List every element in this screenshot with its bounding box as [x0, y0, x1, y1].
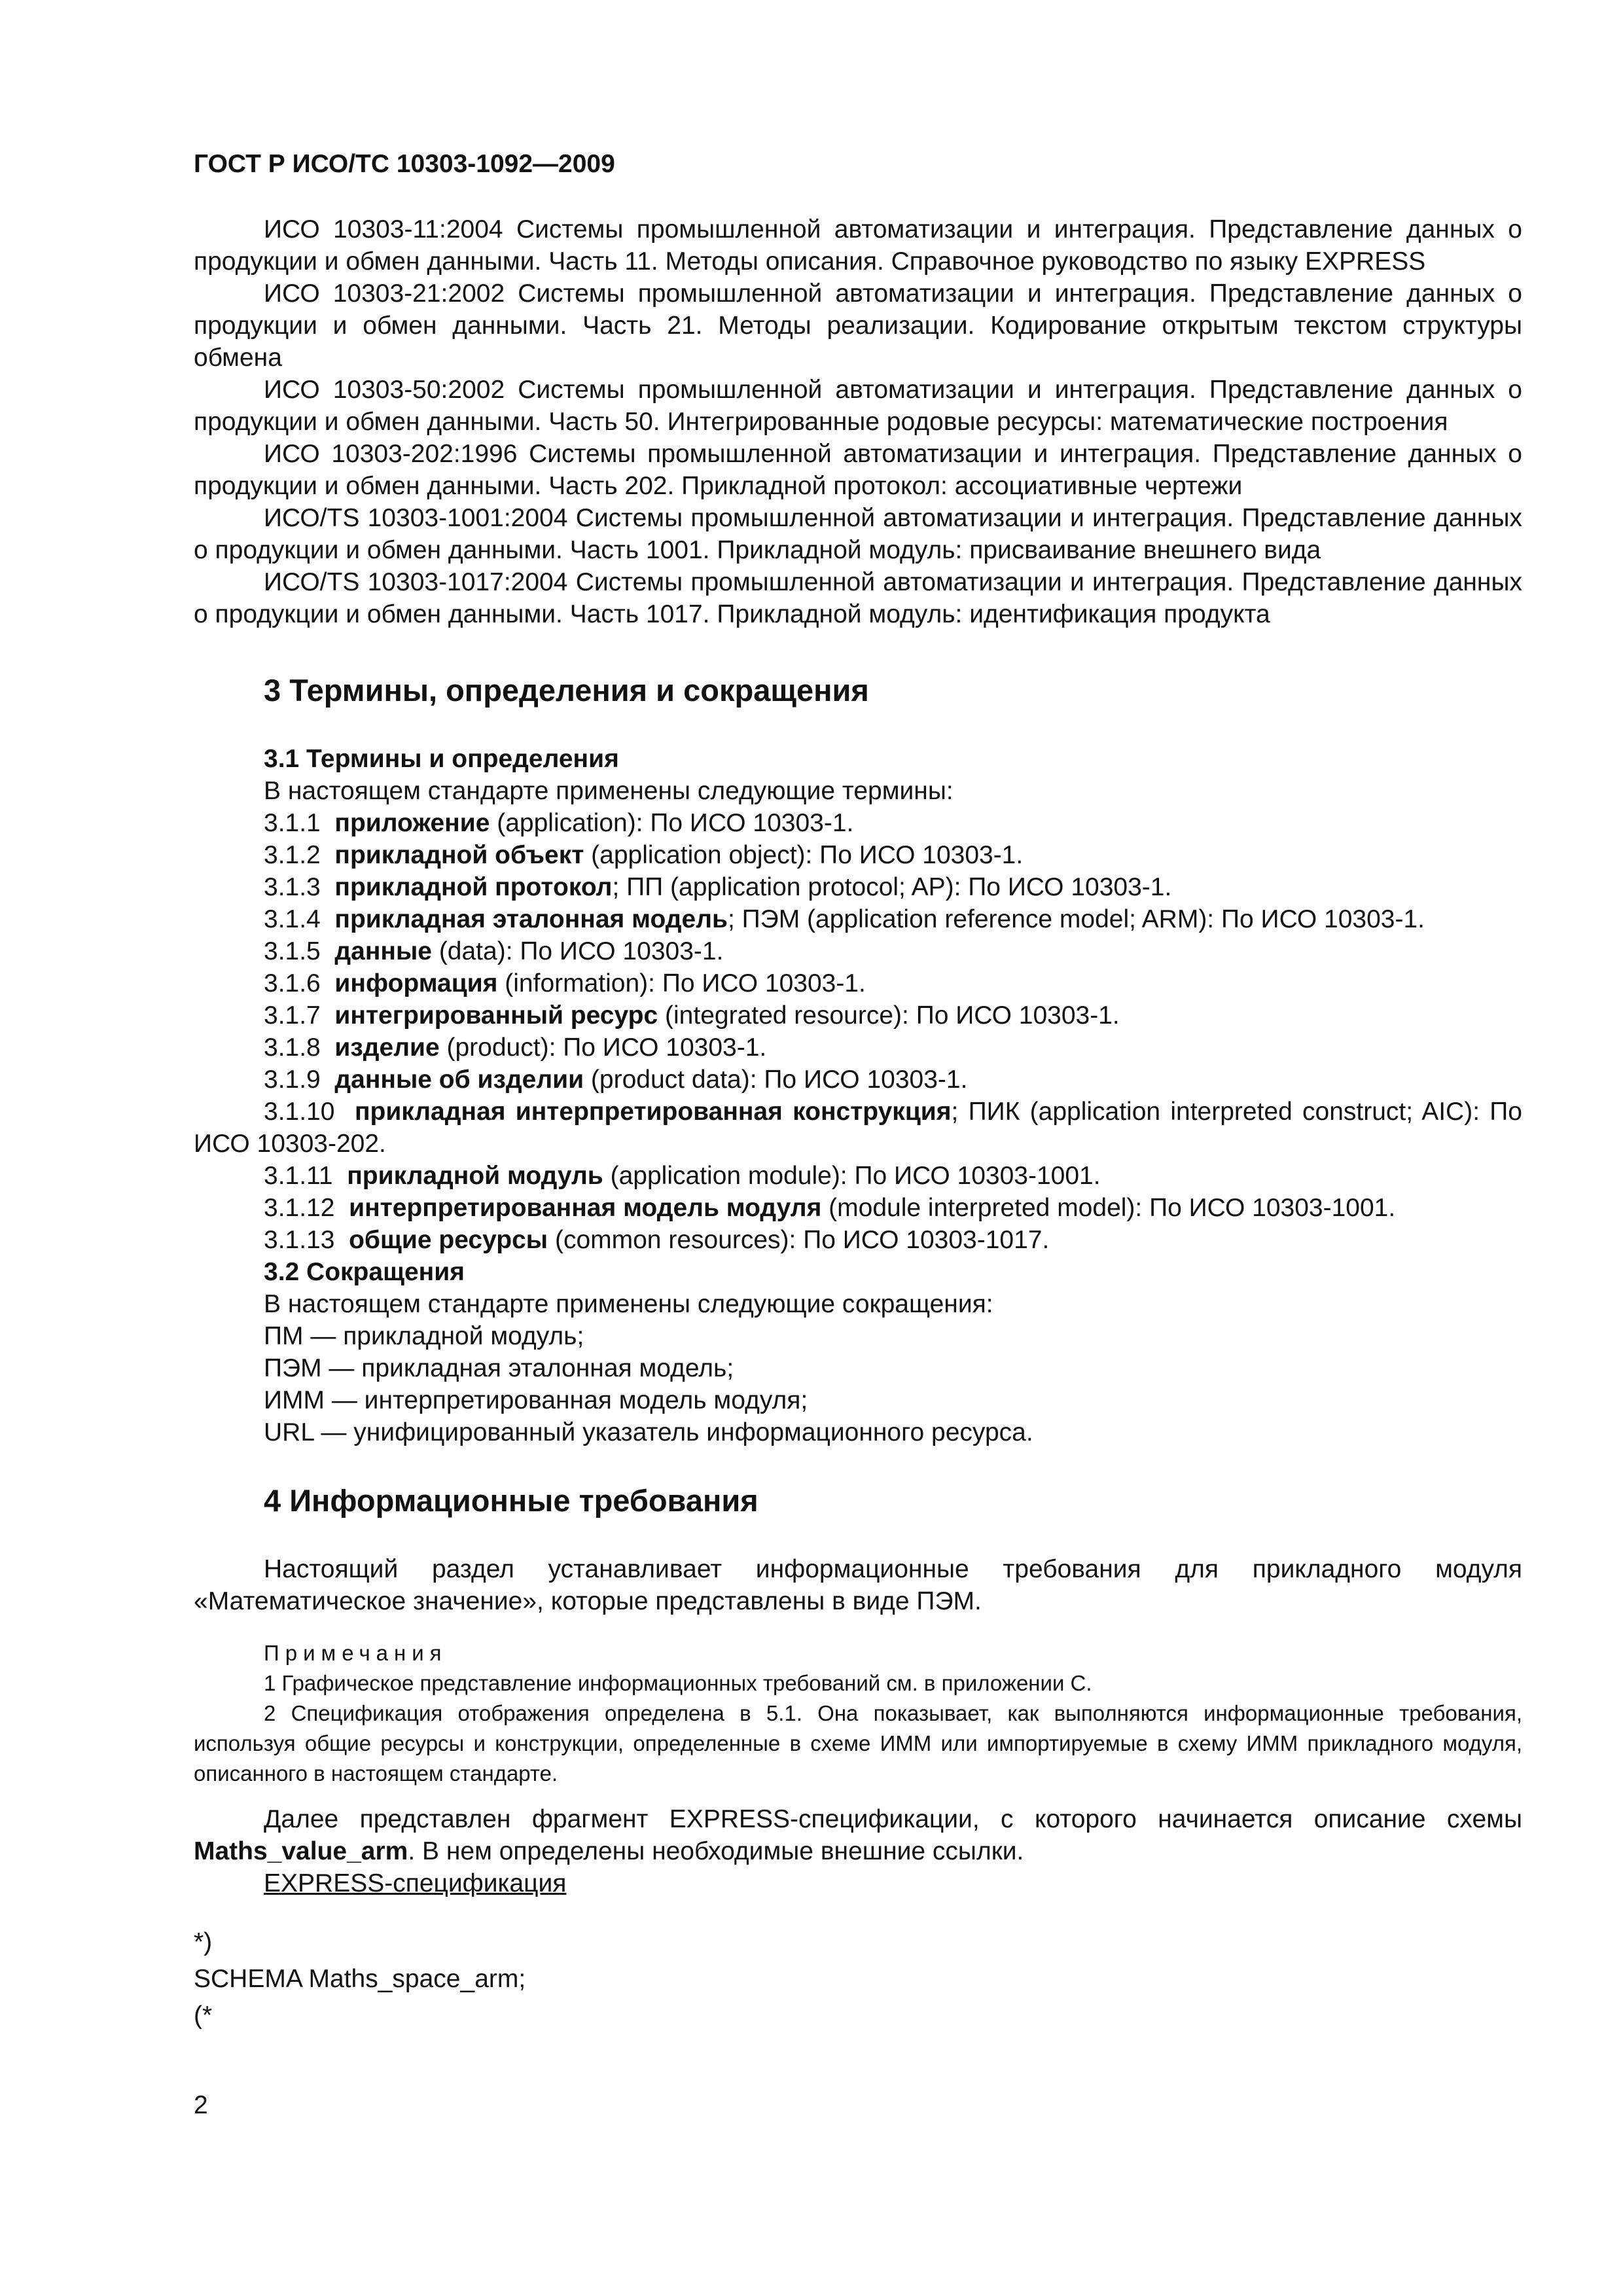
note-item: 2 Спецификация отображения определена в 5.1. Она показывает, как выполняются информационные требования, используя общие ресурсы и конструкции, определенные в схеме ИММ или импортируемые в схему ИММ прикладного модуля, описанного в настоящем стандарте. [194, 1701, 1522, 1785]
term-number: 3.1.8 [264, 1033, 321, 1062]
term-number: 3.1.7 [264, 1001, 321, 1030]
term-definition: (application object): По ИСО 10303-1. [584, 841, 1024, 869]
term-item [194, 1096, 1522, 1160]
schema-name: Maths_value_arm [194, 1837, 408, 1865]
reference-item: ИСО/TS 10303-1017:2004 Системы промышленной автоматизации и интеграция. Представление данных о продукции и обмен данными. Часть 1017. Прикладной модуль: идентификация продукта [194, 568, 1522, 628]
abbreviation-item: URL — унифицированный указатель информационного ресурса. [264, 1418, 1033, 1446]
term-name: прикладной модуль [347, 1162, 603, 1190]
express-intro [194, 1803, 1522, 1867]
term-item [264, 1031, 1522, 1064]
term-definition: (application module): По ИСО 10303-1001. [603, 1162, 1101, 1190]
code-line: (* [194, 2001, 213, 2030]
reference-item: ИСО 10303-21:2002 Системы промышленной автоматизации и интеграция. Представление данных о продукции и обмен данными. Часть 21. Методы реализации. Кодирование открытым текстом структуры обмена [194, 279, 1522, 372]
term-number: 3.1.1 [264, 809, 321, 837]
term-item [264, 903, 1522, 935]
term-definition: ; ПП (application protocol; AP): По ИСО 10303-1. [612, 873, 1172, 901]
terms-list [194, 807, 1522, 1256]
term-number: 3.1.9 [264, 1066, 321, 1094]
term-item [264, 839, 1522, 871]
term-number: 3.1.4 [264, 905, 321, 933]
terms-intro: В настоящем стандарте применены следующие термины: [264, 777, 954, 805]
term-number: 3.1.2 [264, 841, 321, 869]
references-list [194, 213, 1522, 630]
express-intro-text: Далее представлен фрагмент EXPRESS-спецификации, с которого начинается описание схемы [264, 1805, 1522, 1833]
term-definition: (integrated resource): По ИСО 10303-1. [658, 1001, 1120, 1030]
reference-item: ИСО 10303-50:2002 Системы промышленной автоматизации и интеграция. Представление данных о продукции и обмен данными. Часть 50. Интегрированные родовые ресурсы: математические построения [194, 376, 1522, 436]
section-4-heading: 4 Информационные требования [264, 1483, 758, 1518]
subsection-3-2-heading: 3.2 Сокращения [264, 1258, 465, 1286]
document-header: ГОСТ Р ИСО/ТС 10303-1092—2009 [194, 150, 615, 178]
section-4-intro: Настоящий раздел устанавливает информационные требования для прикладного модуля «Математическое значение», которые представлены в виде ПЭМ. [194, 1555, 1522, 1615]
term-definition: (data): По ИСО 10303-1. [431, 937, 724, 965]
term-name: интерпретированная модель модуля [349, 1194, 822, 1222]
term-number: 3.1.10 [264, 1098, 335, 1126]
term-number: 3.1.13 [264, 1226, 335, 1254]
term-item [264, 935, 1522, 967]
term-item [264, 967, 1522, 999]
term-number: 3.1.12 [264, 1194, 335, 1222]
term-name: прикладной протокол [334, 873, 613, 901]
term-item [264, 1192, 1522, 1224]
abbreviation-item: ПМ — прикладной модуль; [264, 1322, 584, 1350]
subsection-3-1-heading: 3.1 Термины и определения [264, 745, 619, 773]
term-definition: (information): По ИСО 10303-1. [497, 969, 866, 997]
page-body [194, 148, 1522, 2034]
term-name: информация [334, 969, 498, 997]
page-number: 2 [194, 2091, 208, 2119]
term-definition: (product data): По ИСО 10303-1. [584, 1066, 968, 1094]
term-definition: ; ПЭМ (application reference model; ARM): По ИСО 10303-1. [727, 905, 1425, 933]
term-item [264, 1224, 1522, 1256]
express-intro-text-end: . В нем определены необходимые внешние ссылки. [408, 1837, 1024, 1865]
term-name: изделие [334, 1033, 440, 1062]
code-line: *) [194, 1928, 213, 1956]
abbreviations-list [194, 1320, 1522, 1448]
reference-item: ИСО 10303-11:2004 Системы промышленной автоматизации и интеграция. Представление данных о продукции и обмен данными. Часть 11. Методы описания. Справочное руководство по языку EXPRESS [194, 215, 1522, 276]
abbreviation-item: ПЭМ — прикладная эталонная модель; [264, 1354, 734, 1382]
section-3-heading: 3 Термины, определения и сокращения [264, 673, 869, 708]
term-definition: (product): По ИСО 10303-1. [439, 1033, 767, 1062]
code-block [194, 1924, 1522, 2034]
reference-item: ИСО/TS 10303-1001:2004 Системы промышленной автоматизации и интеграция. Представление данных о продукции и обмен данными. Часть 1001. Прикладной модуль: присваивание внешнего вида [194, 504, 1522, 564]
abbreviation-item: ИММ — интерпретированная модель модуля; [264, 1386, 808, 1414]
term-name: общие ресурсы [349, 1226, 548, 1254]
term-item [264, 1064, 1522, 1096]
note-item: 1 Графическое представление информационных требований см. в приложении С. [264, 1671, 1092, 1695]
term-name: прикладная эталонная модель [334, 905, 728, 933]
term-name: приложение [334, 809, 490, 837]
code-line: SCHEMA Maths_space_arm; [194, 1965, 526, 1993]
term-name: данные об изделии [334, 1066, 584, 1094]
term-definition: (application): По ИСО 10303-1. [490, 809, 854, 837]
term-item [264, 1160, 1522, 1192]
term-number: 3.1.5 [264, 937, 321, 965]
term-name: прикладная интерпретированная конструкция [354, 1098, 952, 1126]
term-number: 3.1.6 [264, 969, 321, 997]
notes-block [194, 1638, 1522, 1789]
notes-title: Примечания [264, 1641, 448, 1665]
abbreviations-intro: В настоящем стандарте применены следующие сокращения: [264, 1290, 993, 1318]
express-spec-title: EXPRESS-спецификация [264, 1869, 567, 1897]
reference-item: ИСО 10303-202:1996 Системы промышленной автоматизации и интеграция. Представление данных о продукции и обмен данными. Часть 202. Прикладной протокол: ассоциативные чертежи [194, 440, 1522, 500]
term-name: данные [334, 937, 432, 965]
term-name: интегрированный ресурс [334, 1001, 658, 1030]
term-item [264, 999, 1522, 1031]
term-definition: ; ПИК (application interpreted construct; AIC): По ИСО 10303-202. [194, 1098, 1522, 1158]
term-item [264, 871, 1522, 903]
term-number: 3.1.3 [264, 873, 321, 901]
term-definition: (common resources): По ИСО 10303-1017. [548, 1226, 1050, 1254]
term-definition: (module interpreted model): По ИСО 10303-1001. [821, 1194, 1396, 1222]
term-number: 3.1.11 [264, 1162, 333, 1190]
term-name: прикладной объект [334, 841, 584, 869]
term-item [264, 807, 1522, 839]
